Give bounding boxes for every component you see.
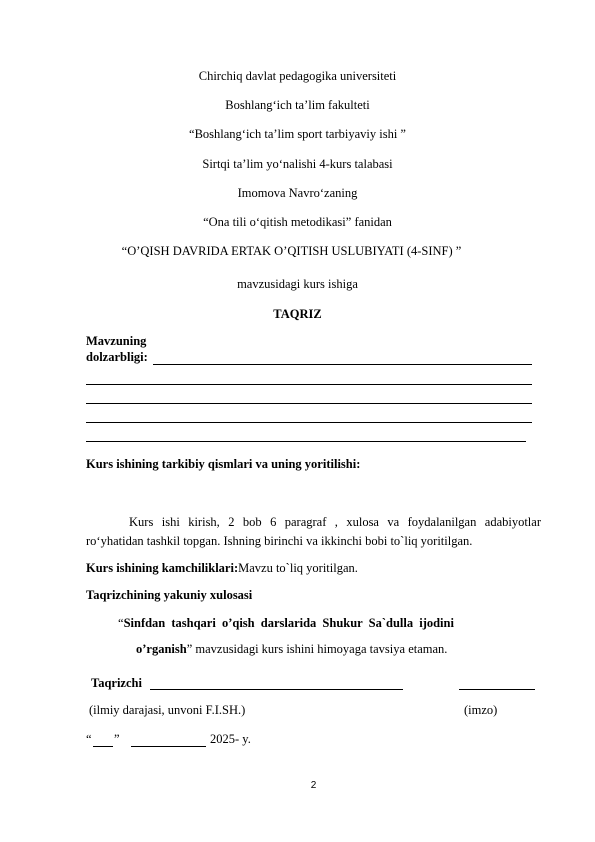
topic-title: “O’QISH DAVRIDA ERTAK O’QITISH USLUBIYATI (4-SINF) ”	[121, 244, 462, 258]
sign-caption: (imzo)	[464, 703, 498, 717]
shortcomings-label: Kurs ishining kamchiliklari:	[86, 561, 239, 575]
page-number: 2	[310, 780, 317, 791]
shortcomings-line	[86, 561, 358, 576]
conclusion-topic-2: o’rganish	[136, 642, 187, 656]
date-year: 2025- y.	[210, 732, 251, 746]
university-name: Chirchiq davlat pedagogika universiteti	[198, 69, 397, 83]
subject-line: “Ona tili o‘qitish metodikasi” fanidan	[203, 215, 392, 229]
conclusion-open-quote: “	[118, 616, 124, 630]
relevance-line	[86, 441, 526, 442]
shortcomings-text: Mavzu to`liq yoritilgan.	[238, 561, 358, 575]
conclusion-tail: ” mavzusidagi kurs ishini himoyaga tavsiya etaman.	[186, 642, 448, 656]
topic-suffix: mavzusidagi kurs ishiga	[237, 277, 358, 291]
date-month-line	[131, 746, 206, 747]
conclusion-heading: Taqrizchining yakuniy xulosasi	[86, 588, 253, 602]
degree-caption: (ilmiy darajasi, unvoni F.I.SH.)	[89, 703, 246, 717]
relevance-label-2: dolzarbligi:	[86, 350, 148, 364]
parts-heading: Kurs ishining tarkibiy qismlari va uning yoritilishi:	[86, 457, 361, 471]
relevance-line	[86, 384, 532, 385]
program-line: Sirtqi ta’lim yo‘nalishi 4-kurs talabasi	[202, 157, 393, 171]
parts-text: Kurs ishi kirish, 2 bob 6 paragraf , xulosa va foydalanilgan adabiyotlar ro‘yhatidan tashkil topgan. Ishning birinchi va ikkinchi bobi to`liq yoritilgan.	[86, 515, 541, 548]
signature-line	[459, 689, 535, 690]
date-close-quote: ”	[114, 732, 120, 746]
relevance-label-1: Mavzuning	[86, 334, 147, 348]
reviewer-name-line	[150, 689, 403, 690]
relevance-line	[86, 422, 532, 423]
relevance-line	[86, 403, 532, 404]
conclusion-topic-line-1	[118, 616, 454, 631]
conclusion-topic-1: Sinfdan tashqari o’qish darslarida Shukur Sa`dulla ijodini	[123, 616, 454, 630]
relevance-line	[153, 364, 532, 365]
student-name: Imomova Navro‘zaning	[237, 186, 358, 200]
document-title: TAQRIZ	[273, 307, 322, 321]
date-open-quote: “	[86, 732, 92, 746]
conclusion-topic-line-2	[136, 642, 447, 657]
reviewer-label: Taqrizchi	[91, 676, 142, 690]
department-name: “Boshlang‘ich ta’lim sport tarbiyaviy ishi ”	[189, 127, 406, 141]
faculty-name: Boshlang‘ich ta’lim fakulteti	[225, 98, 370, 112]
date-day-line	[93, 746, 113, 747]
